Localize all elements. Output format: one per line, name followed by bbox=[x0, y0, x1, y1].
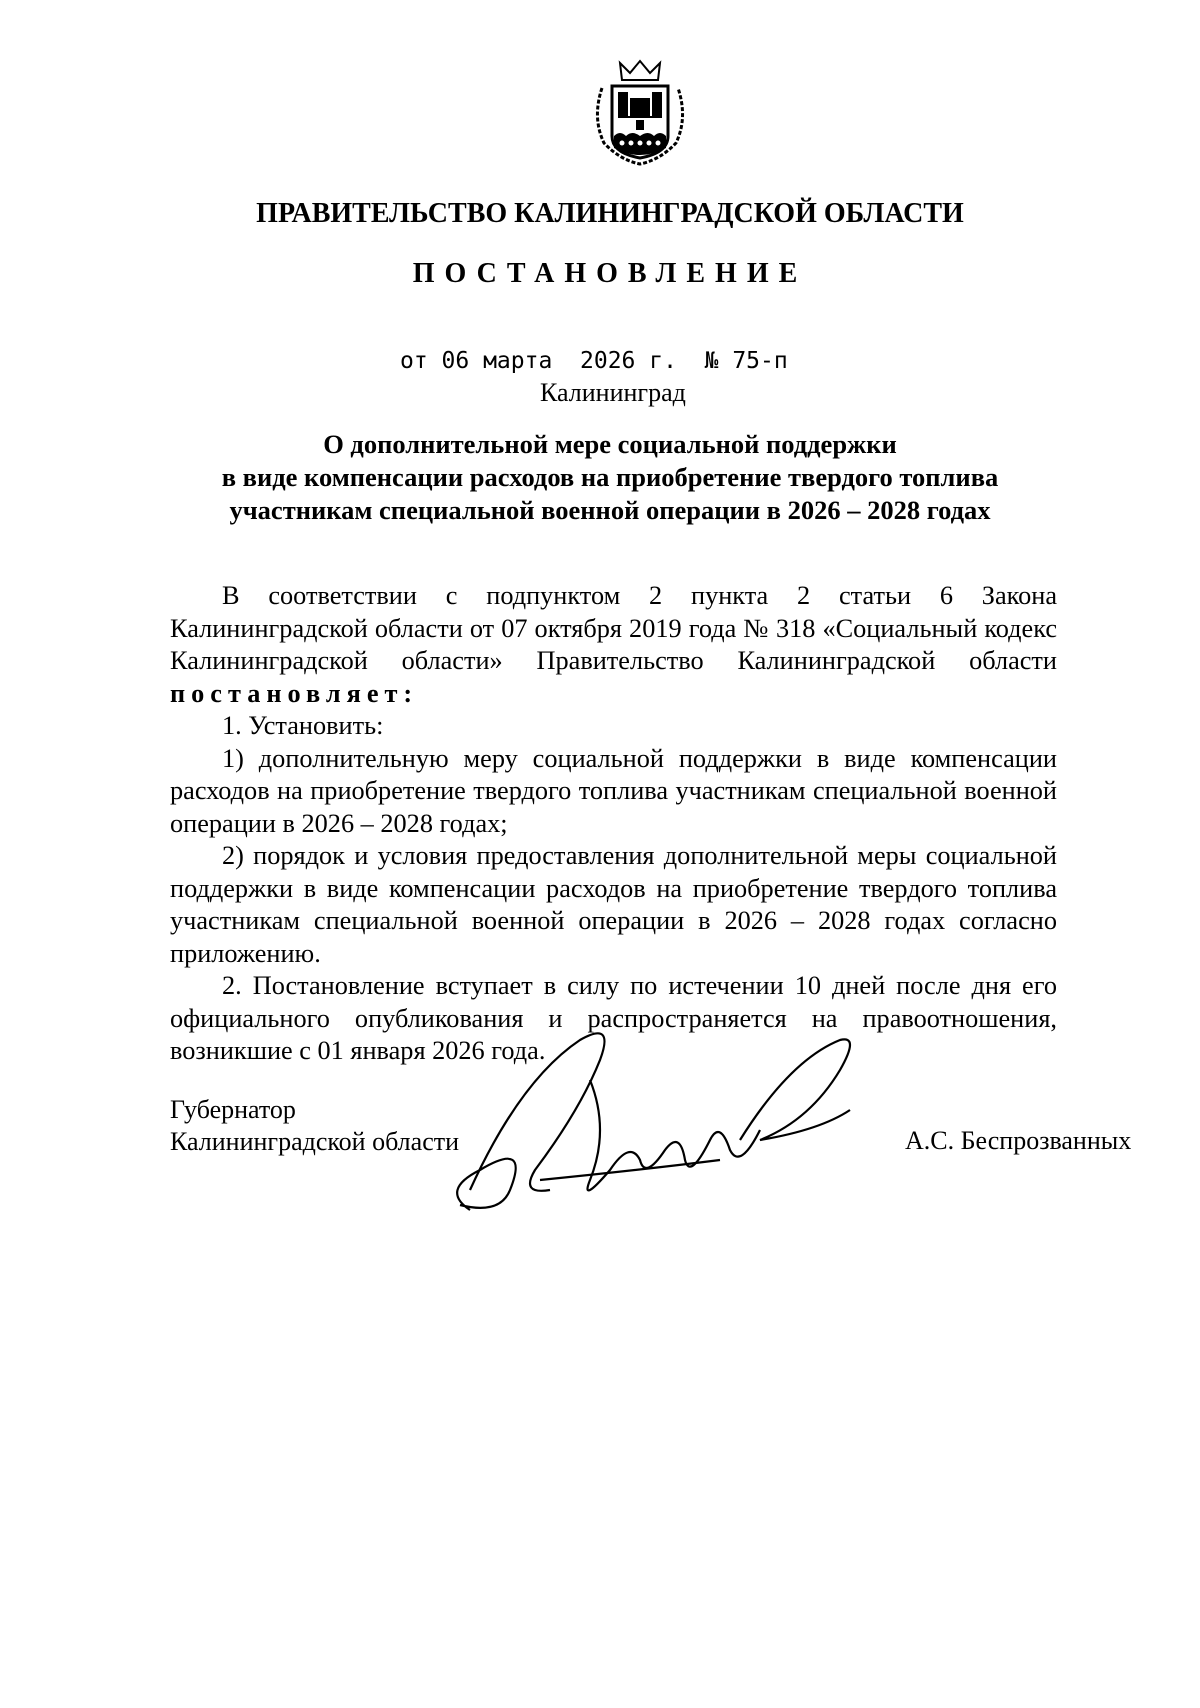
preamble-paragraph bbox=[170, 580, 1057, 710]
preamble-text: В соответствии с подпунктом 2 пункта 2 статьи 6 Закона Калининградской области от 07 октября 2019 года № 318 «Социальный кодекс Калининградской области» Правительство Калининградской области bbox=[170, 581, 1057, 675]
position-line: Губернатор bbox=[170, 1095, 296, 1124]
clause-1-2: 2) порядок и условия предоставления дополнительной меры социальной поддержки в виде компенсации расходов на приобретение твердого топлива участникам специальной военной операции в 2026 – 2028 годах согласно приложению. bbox=[170, 841, 1057, 968]
clause-2: 2. Постановление вступает в силу по истечении 10 дней после дня его официального опубликования и распространяется на правоотношения, возникшие с 01 января 2026 года. bbox=[170, 971, 1057, 1065]
heading-line: О дополнительной мере социальной поддержки bbox=[323, 429, 897, 459]
document-heading bbox=[160, 428, 1060, 527]
position-line: Калининградской области bbox=[170, 1127, 460, 1156]
heading-line: в виде компенсации расходов на приобретение твердого топлива bbox=[221, 462, 999, 492]
organization-title: ПРАВИТЕЛЬСТВО КАЛИНИНГРАДСКОЙ ОБЛАСТИ bbox=[256, 198, 964, 229]
document-type: ПОСТАНОВЛЕНИЕ bbox=[412, 258, 808, 289]
handwritten-signature bbox=[440, 1020, 860, 1225]
document-city: Калининград bbox=[540, 378, 686, 407]
resolves-text: постановляет: bbox=[170, 678, 419, 708]
signatory-position bbox=[170, 1094, 459, 1158]
signatory-name: А.С. Беспрозванных bbox=[905, 1126, 1132, 1155]
coat-of-arms-icon bbox=[590, 58, 690, 173]
clause-1-1: 1) дополнительную меру социальной поддержки в виде компенсации расходов на приобретение твердого топлива участникам специальной военной операции в 2026 – 2028 годах; bbox=[170, 743, 1057, 838]
document-body bbox=[170, 580, 1057, 1068]
clause-1: 1. Установить: bbox=[222, 711, 384, 740]
heading-line: участникам специальной военной операции в 2026 – 2028 годах bbox=[229, 495, 991, 525]
document-date-number: от 06 марта 2026 г. № 75-п bbox=[400, 348, 788, 374]
